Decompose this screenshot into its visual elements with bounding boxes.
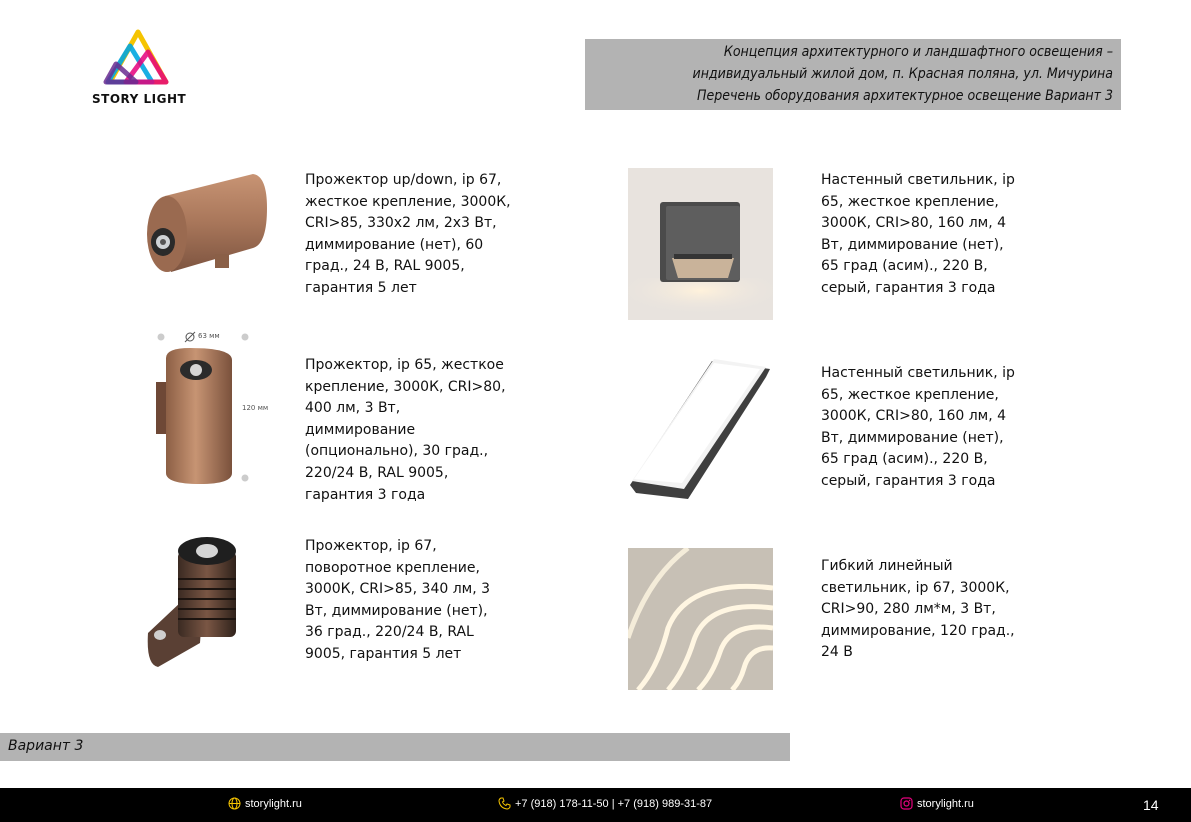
variant-label: Вариант 3 <box>8 738 84 754</box>
description-line: CRI>90, 280 лм*м, 3 Вт, <box>821 601 996 618</box>
description-line: Прожектор, ip 67, <box>305 538 437 554</box>
description-line: 65 град (асим)., 220 В, <box>821 451 988 468</box>
product-5-description <box>821 363 1015 493</box>
brown-updown-projector-image <box>135 168 275 288</box>
website-text: storylight.ru <box>245 797 302 810</box>
description-line: 3000К, CRI>80, 160 лм, 4 <box>821 215 1007 232</box>
description-line: Гибкий линейный <box>821 558 953 574</box>
flexible-led-strip-image <box>628 548 773 690</box>
description-line: 220/24 В, RAL 9005, <box>305 464 449 481</box>
description-line: 36 град., 220/24 В, RAL <box>305 624 474 641</box>
description-line: 9005, гарантия 5 лет <box>305 645 462 662</box>
instagram-text: storylight.ru <box>917 797 974 810</box>
description-line: серый, гарантия 3 года <box>821 279 996 296</box>
description-line: диммирование, 120 град., <box>821 622 1015 639</box>
description-line: CRI>85, 330х2 лм, 2х3 Вт, <box>305 215 497 232</box>
instagram-icon <box>900 797 913 810</box>
product-4-description <box>821 170 1015 300</box>
square-panel-light-image <box>620 355 775 503</box>
description-line: светильник, ip 67, 3000К, <box>821 579 1010 596</box>
footer-bar <box>0 788 1191 822</box>
description-line: (опционально), 30 град., <box>305 443 489 460</box>
description-line: 400 лм, 3 Вт, <box>305 400 401 417</box>
phone-icon <box>498 797 511 810</box>
description-line: град., 24 В, RAL 9005, <box>305 258 465 275</box>
diameter-label: 63 мм <box>198 332 220 340</box>
description-line: Прожектор up/down, ip 67, <box>305 172 502 188</box>
description-line: Прожектор, ip 65, жесткое <box>305 357 504 373</box>
footer-instagram[interactable] <box>900 797 974 810</box>
description-line: серый, гарантия 3 года <box>821 472 996 489</box>
description-line: 24 В <box>821 644 853 661</box>
globe-icon <box>228 797 241 810</box>
description-line: Вт, диммирование (нет), <box>821 429 1004 446</box>
description-line: диммирование (нет), 60 <box>305 236 484 253</box>
product-1-description <box>305 170 511 300</box>
description-line: Настенный светильник, ip <box>821 172 1015 188</box>
description-line: 65, жесткое крепление, <box>821 386 999 403</box>
brand-name: STORY LIGHT <box>92 92 187 106</box>
swivel-projector-image <box>140 525 260 673</box>
diameter-icon <box>184 331 196 343</box>
description-line: поворотное крепление, <box>305 559 480 576</box>
header-line-3: Перечень оборудования архитектурное освещение Вариант 3 <box>697 88 1113 104</box>
description-line: Вт, диммирование (нет), <box>821 236 1004 253</box>
description-line: Вт, диммирование (нет), <box>305 602 488 619</box>
description-line: Настенный светильник, ip <box>821 365 1015 381</box>
variant-band <box>0 733 790 761</box>
phones-text: +7 (918) 178-11-50 | +7 (918) 989-31-87 <box>515 797 713 810</box>
description-line: гарантия 3 года <box>305 486 426 503</box>
brown-cylinder-projector-image <box>150 328 275 490</box>
document-header <box>585 39 1121 110</box>
description-line: 65 град (асим)., 220 В, <box>821 258 988 275</box>
footer-website[interactable] <box>228 797 302 810</box>
product-6-description <box>821 556 1015 664</box>
description-line: гарантия 5 лет <box>305 279 417 296</box>
description-line: 3000К, CRI>85, 340 лм, 3 <box>305 581 491 598</box>
description-line: 3000К, CRI>80, 160 лм, 4 <box>821 408 1007 425</box>
grey-wall-light-image <box>628 168 773 320</box>
description-line: жесткое крепление, 3000К, <box>305 193 511 210</box>
header-line-1: Концепция архитектурного и ландшафтного освещения – <box>723 44 1113 60</box>
height-label: 120 мм <box>242 404 269 412</box>
header-line-2: индивидуальный жилой дом, п. Красная поляна, ул. Мичурина <box>692 66 1113 82</box>
description-line: крепление, 3000К, CRI>80, <box>305 378 506 395</box>
description-line: 65, жесткое крепление, <box>821 193 999 210</box>
description-line: диммирование <box>305 421 416 438</box>
product-3-description <box>305 536 490 666</box>
footer-phones[interactable] <box>498 797 712 810</box>
product-2-description <box>305 355 506 506</box>
page-number: 14 <box>1143 797 1159 813</box>
